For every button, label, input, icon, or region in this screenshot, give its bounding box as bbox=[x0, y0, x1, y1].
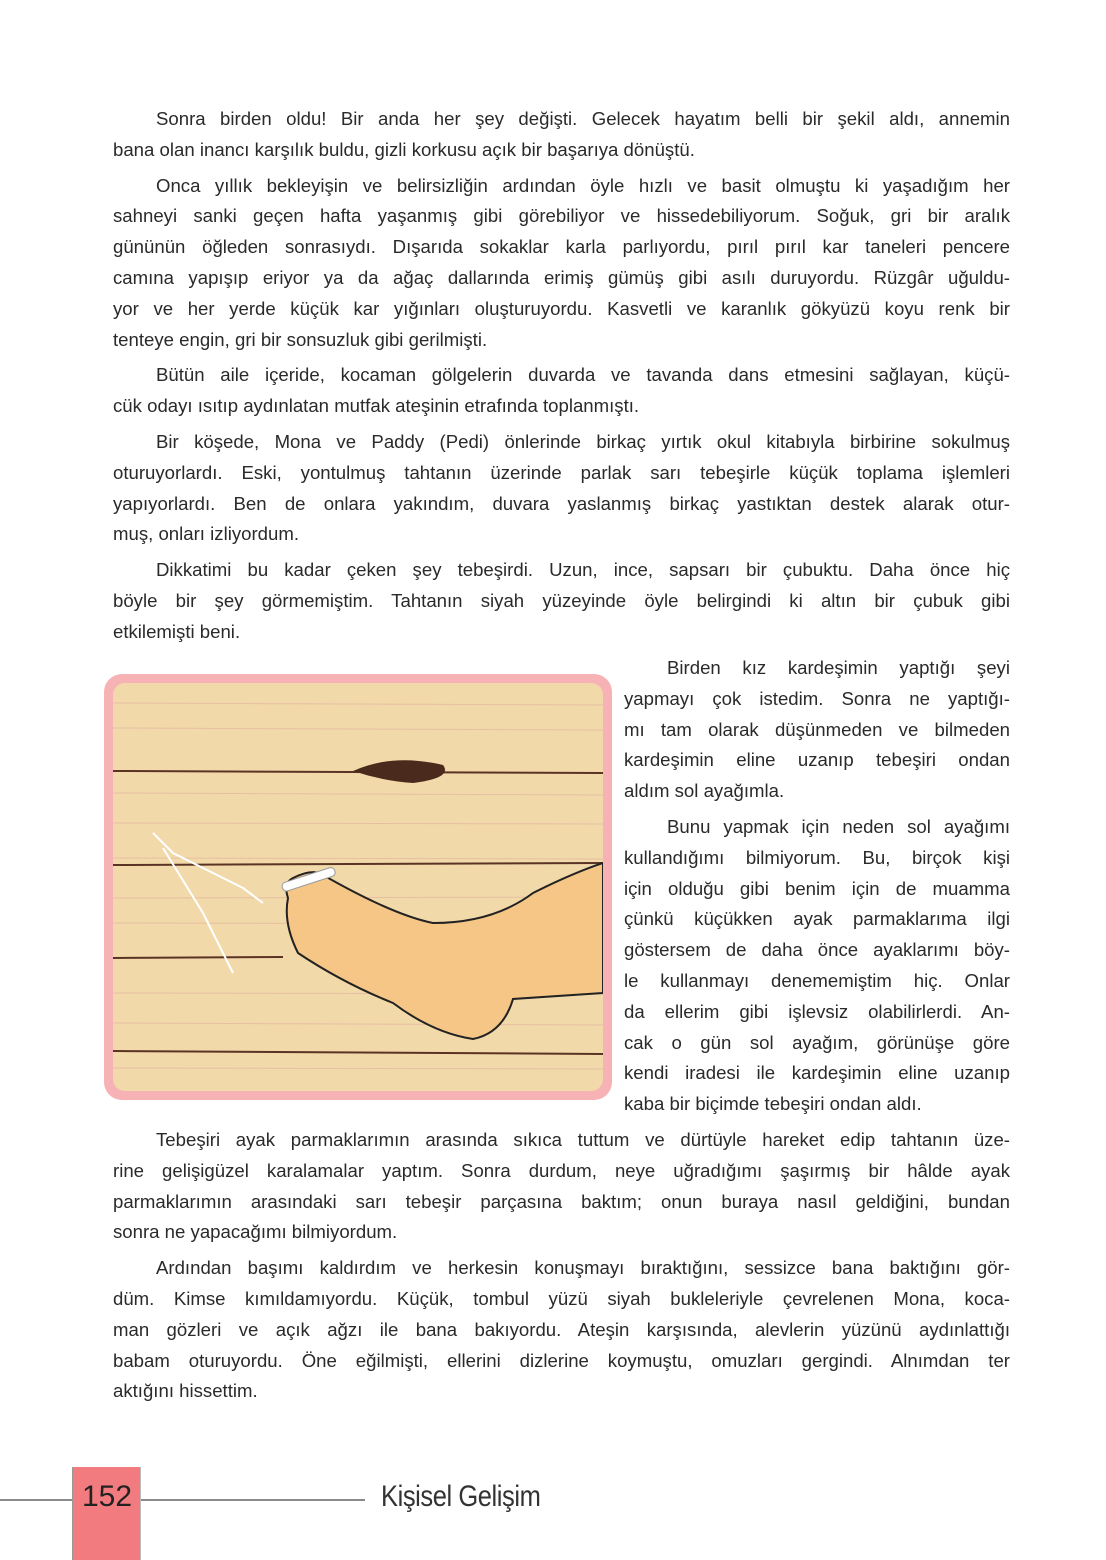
text-line: düm. Kimse kımıldamıyordu. Küçük, tombul yüzü siyah bukleleriyle çevrelenen Mona, koca- bbox=[113, 1287, 1010, 1309]
paragraph bbox=[113, 104, 1010, 166]
text-line: böyle bir şey görmemiştim. Tahtanın siyah yüzeyinde öyle belirgindi ki altın bir çubuk gibi bbox=[113, 589, 1010, 611]
text-line: oturuyorlardı. Eski, yontulmuş tahtanın üzerinde parlak sarı tebeşirle küçük toplama işlemleri bbox=[113, 461, 1010, 483]
text-line: babam oturuyordu. Öne eğilmişti, ellerini dizlerine koymuştu, omuzları gergindi. Alnımdan ter bbox=[113, 1349, 1010, 1371]
text-line: Bunu yapmak için neden sol ayağımı bbox=[667, 815, 1010, 837]
text-line: için olduğu gibi benim için de muamma bbox=[624, 877, 1010, 899]
footer-rule-right bbox=[140, 1499, 365, 1501]
text-line: kardeşimin eline uzanıp tebeşiri ondan bbox=[624, 749, 1010, 771]
section-title: Kişisel Gelişim bbox=[381, 1480, 541, 1513]
illustration-foot-with-chalk bbox=[104, 674, 612, 1100]
text-line: aldım sol ayağımla. bbox=[624, 780, 785, 802]
text-line: sahneyi sanki geçen hafta yaşanmış gibi görebiliyor ve hissedebiliyorum. Soğuk, gri bir aralık bbox=[113, 205, 1010, 227]
paragraph bbox=[113, 555, 1010, 647]
text-line: tenteye engin, gri bir sonsuzluk gibi gerilmişti. bbox=[113, 328, 488, 350]
text-block-side bbox=[624, 653, 1010, 1125]
text-block-top bbox=[113, 104, 1010, 653]
text-line: camına yapışıp eriyor ya da ağaç dallarında erimiş gümüş gibi asılı duruyordu. Rüzgâr uğuldu- bbox=[113, 266, 1010, 288]
text-line: cak o gün sol ayağım, görünüşe göre bbox=[624, 1031, 1010, 1053]
text-line: cük odayı ısıtıp aydınlatan mutfak ateşinin etrafında toplanmıştı. bbox=[113, 395, 640, 417]
text-line: göstersem de daha önce ayaklarımı böy- bbox=[624, 939, 1010, 961]
paragraph bbox=[624, 653, 1010, 807]
text-line: man gözleri ve açık ağzı ile bana bakıyordu. Ateşin karşısında, alevlerin yüzünü aydınlattığı bbox=[113, 1318, 1010, 1340]
text-line: Dikkatimi bu kadar çeken şey tebeşirdi. Uzun, ince, sapsarı bir çubuktu. Daha önce hiç bbox=[156, 559, 1010, 581]
text-line: yapmayı çok istedim. Sonra ne yaptığı- bbox=[624, 687, 1010, 709]
text-line: sonra ne yapacağımı bilmiyordum. bbox=[113, 1221, 398, 1243]
text-line: Sonra birden oldu! Bir anda her şey değişti. Gelecek hayatım belli bir şekil aldı, annemin bbox=[156, 108, 1010, 129]
text-line: aktığını hissettim. bbox=[113, 1380, 258, 1402]
text-line: kaba bir biçimde tebeşiri ondan aldı. bbox=[624, 1093, 922, 1115]
text-line: yapıyorlardı. Ben de onlara yakındım, duvara yaslanmış birkaç yastıktan destek alarak otur- bbox=[113, 492, 1010, 514]
text-line: da ellerim gibi işlevsiz olabilirlerdi. An- bbox=[624, 1000, 1010, 1022]
paragraph bbox=[113, 1253, 1010, 1407]
text-line: Onca yıllık bekleyişin ve belirsizliğin ardından öyle hızlı ve basit olmuştu ki yaşadığım her bbox=[156, 174, 1010, 196]
paragraph bbox=[624, 812, 1010, 1120]
text-line: muş, onları izliyordum. bbox=[113, 523, 299, 545]
paragraph bbox=[113, 360, 1010, 422]
text-line: gününün öğleden sonrasıydı. Dışarıda sokaklar karla parlıyordu, pırıl pırıl kar taneleri pencere bbox=[113, 236, 1010, 258]
text-line: Tebeşiri ayak parmaklarımın arasında sıkıca tuttum ve dürtüyle hareket edip tahtanın üze- bbox=[156, 1129, 1010, 1150]
text-line: parmaklarımın arasındaki sarı tebeşir parçasına baktım; onun buraya nasıl geldiğini, bundan bbox=[113, 1190, 1010, 1212]
text-line: kullandığımı bilmiyorum. Bu, birçok kişi bbox=[624, 846, 1010, 868]
text-line: bana olan inancı karşılık buldu, gizli korkusu açık bir başarıya dönüştü. bbox=[113, 138, 695, 160]
text-line: rine gelişigüzel karalamalar yaptım. Sonra durdum, neye uğradığımı şaşırmış bir hâlde ayak bbox=[113, 1159, 1010, 1181]
text-line: mı tam olarak düşünmeden ve bilmeden bbox=[624, 718, 1010, 740]
footer-rule-left bbox=[0, 1499, 72, 1501]
paragraph bbox=[113, 427, 1010, 550]
text-line: Bir köşede, Mona ve Paddy (Pedi) önlerinde birkaç yırtık okul kitabıyla birbirine sokulmuş bbox=[156, 430, 1010, 452]
paragraph bbox=[113, 171, 1010, 356]
text-line: le kullanmayı denememiştim hiç. Onlar bbox=[624, 969, 1010, 991]
paragraph bbox=[113, 1125, 1010, 1248]
text-block-bottom bbox=[113, 1125, 1010, 1412]
foot-chalk-drawing bbox=[113, 683, 603, 1091]
text-line: etkilemişti beni. bbox=[113, 620, 241, 642]
text-line: Birden kız kardeşimin yaptığı şeyi bbox=[667, 657, 1010, 678]
page-number: 152 bbox=[82, 1480, 133, 1513]
text-line: çünkü küçükken ayak parmaklarıma ilgi bbox=[624, 908, 1010, 930]
text-line: yor ve her yerde küçük kar yığınları oluşturuyordu. Kasvetli ve karanlık gökyüzü koyu renk bir bbox=[113, 297, 1010, 319]
text-line: Bütün aile içeride, kocaman gölgelerin duvarda ve tavanda dans etmesini sağlayan, küçü- bbox=[156, 364, 1010, 386]
text-line: kendi iradesi ile kardeşimin eline uzanıp bbox=[624, 1062, 1010, 1084]
text-line: Ardından başımı kaldırdım ve herkesin konuşmayı bıraktığını, sessizce bana baktığını gör- bbox=[156, 1257, 1010, 1279]
